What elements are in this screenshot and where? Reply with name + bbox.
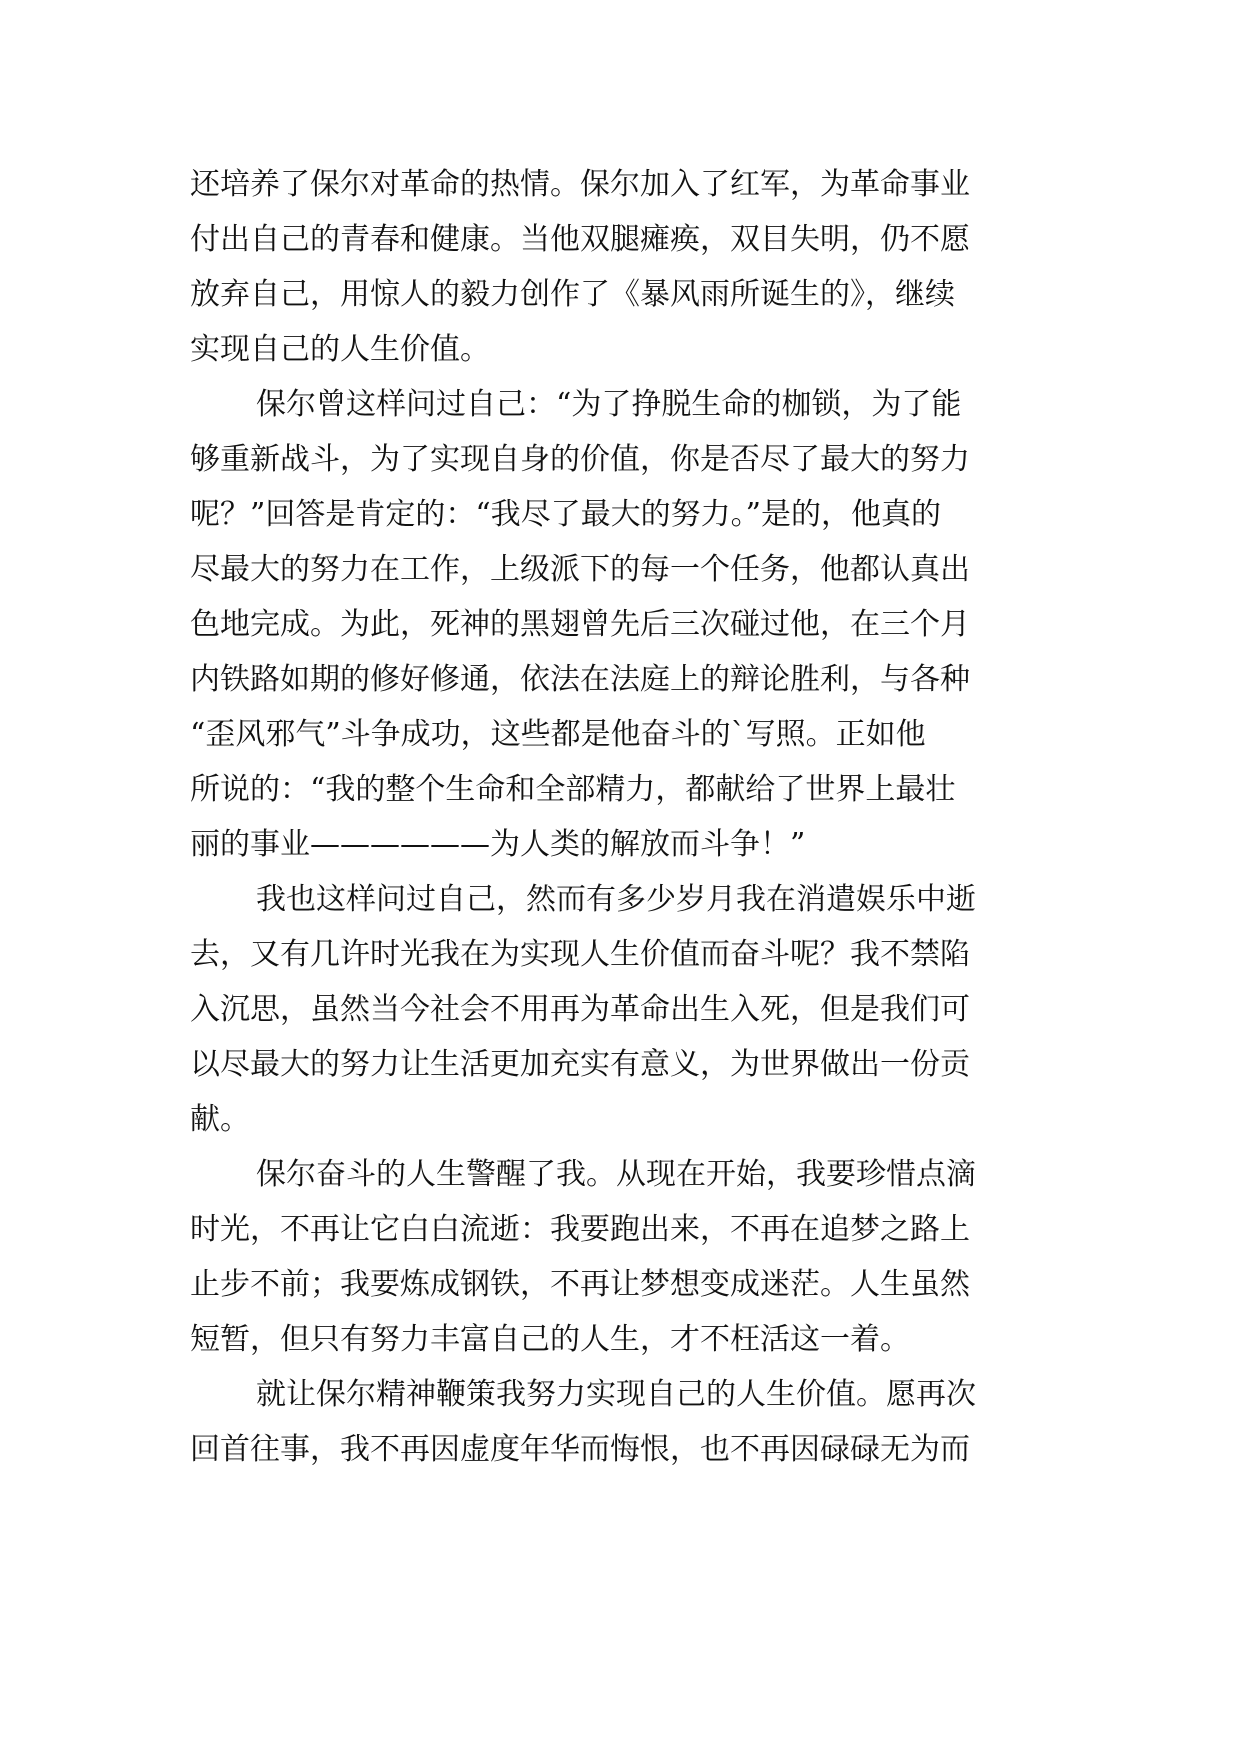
text-line: 付出自己的青春和健康。当他双腿瘫痪，双目失明，仍不愿: [190, 222, 970, 257]
paragraph-start-line: 我也这样问过自己，然而有多少岁月我在消遣娱乐中逝: [256, 882, 976, 917]
paragraph-start-line: 保尔奋斗的人生警醒了我。从现在开始，我要珍惜点滴: [256, 1157, 976, 1192]
text-line: 短暂，但只有努力丰富自己的人生，才不枉活这一着。: [190, 1322, 910, 1357]
text-line: 放弃自己，用惊人的毅力创作了《暴风雨所诞生的》，继续: [190, 277, 955, 312]
text-line: 色地完成。为此，死神的黑翅曾先后三次碰过他，在三个月: [190, 607, 970, 642]
text-line: 还培养了保尔对革命的热情。保尔加入了红军，为革命事业: [190, 167, 970, 202]
text-line: 所说的：“我的整个生命和全部精力，都献给了世界上最壮: [190, 772, 956, 807]
text-line: 以尽最大的努力让生活更加充实有意义，为世界做出一份贡: [190, 1047, 970, 1082]
text-line: 献。: [190, 1102, 250, 1137]
text-line: 丽的事业——————为人类的解放而斗争！”: [190, 827, 806, 862]
paragraph-start-line: 就让保尔精神鞭策我努力实现自己的人生价值。愿再次: [256, 1377, 976, 1412]
text-line: 够重新战斗，为了实现自身的价值，你是否尽了最大的努力: [190, 442, 970, 477]
text-line: 时光，不再让它白白流逝：我要跑出来，不再在追梦之路上: [190, 1212, 970, 1247]
text-line: 实现自己的人生价值。: [190, 332, 490, 367]
text-line: 回首往事，我不再因虚度年华而悔恨，也不再因碌碌无为而: [190, 1432, 970, 1467]
text-line: 止步不前；我要炼成钢铁，不再让梦想变成迷茫。人生虽然: [190, 1267, 970, 1302]
text-line: 尽最大的努力在工作，上级派下的每一个任务，他都认真出: [190, 552, 970, 587]
paragraph-start-line: 保尔曾这样问过自己：“为了挣脱生命的枷锁，为了能: [256, 387, 962, 422]
text-line: 入沉思，虽然当今社会不用再为革命出生入死，但是我们可: [190, 992, 970, 1027]
text-line: 去，又有几许时光我在为实现人生价值而奋斗呢？我不禁陷: [190, 937, 970, 972]
text-line: 内铁路如期的修好修通，依法在法庭上的辩论胜利，与各种: [190, 662, 970, 697]
text-line: 呢？”回答是肯定的：“我尽了最大的努力。”是的，他真的: [190, 497, 942, 532]
text-line: “歪风邪气”斗争成功，这些都是他奋斗的`写照。正如他: [190, 717, 926, 752]
